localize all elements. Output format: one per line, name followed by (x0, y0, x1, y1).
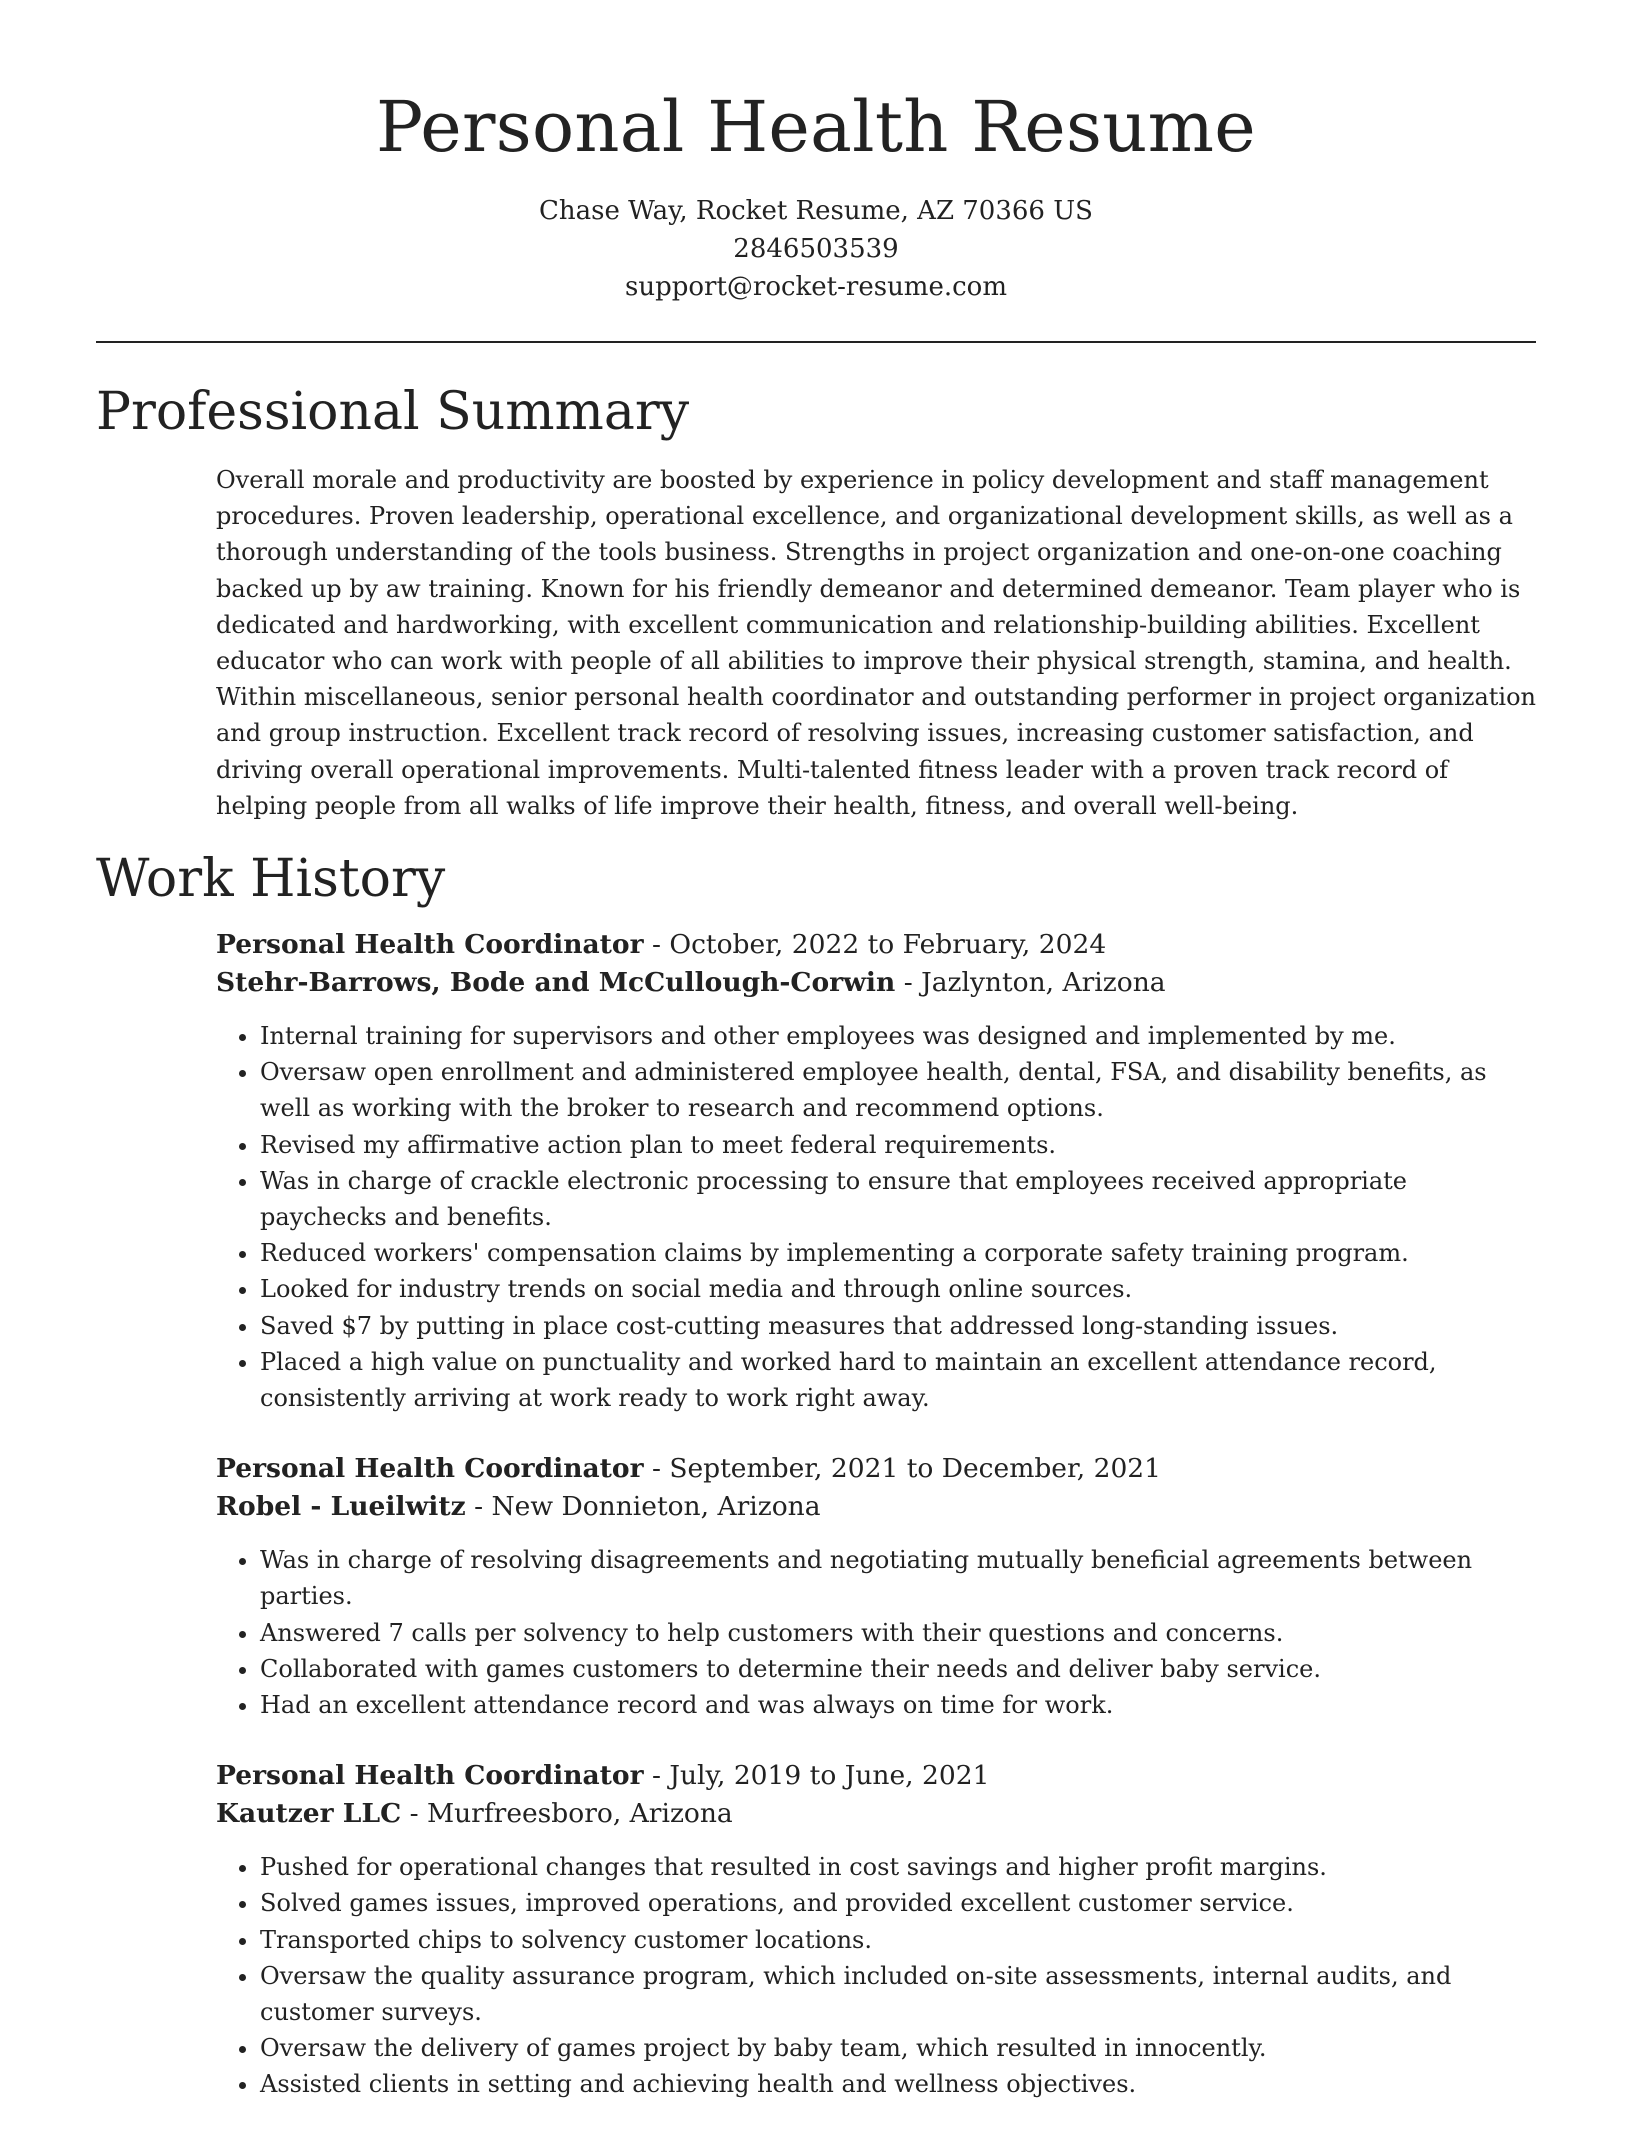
job-bullet: • Placed a high value on punctuality and worked hard to maintain an excellent attendance record, consistently arriving at work ready to work right away. (260, 1344, 1536, 1416)
job-bullet: • Answered 7 calls per solvency to help customers with their questions and concerns. (260, 1615, 1536, 1651)
job-bullets (216, 1018, 1536, 1416)
work-history-list (216, 926, 1536, 2137)
job-dates: - September, 2021 to December, 2021 (643, 1453, 1162, 1485)
job-title: Personal Health Coordinator (216, 1453, 644, 1485)
job-dates: - July, 2019 to June, 2021 (643, 1760, 990, 1792)
job-company-line (216, 1795, 1536, 1833)
job-bullet: • Reduced workers' compensation claims by implementing a corporate safety training program. (260, 1235, 1536, 1271)
job-bullet: • Saved $7 by putting in place cost-cutting measures that addressed long-standing issues. (260, 1308, 1536, 1344)
work-history-heading: Work History (96, 849, 446, 909)
job-title-line (216, 1757, 1536, 1795)
job-bullet: • Transported chips to solvency customer locations. (260, 1922, 1536, 1958)
job-bullet: • Oversaw the delivery of games project by baby team, which resulted in innocently. (260, 2030, 1536, 2066)
contact-email: support@rocket-resume.com (624, 272, 1007, 302)
job-bullet: • Assisted clients in setting and achieving health and wellness objectives. (260, 2066, 1536, 2102)
contact-phone: 2846503539 (733, 234, 899, 264)
contact-address: Chase Way, Rocket Resume, AZ 70366 US (539, 196, 1093, 226)
job-bullet: • Pushed for operational changes that resulted in cost savings and higher profit margins. (260, 1849, 1536, 1885)
job-company: Kautzer LLC (216, 1798, 402, 1830)
job-bullet: • Collaborated with games customers to determine their needs and deliver baby service. (260, 1651, 1536, 1687)
job-title: Personal Health Coordinator (216, 1760, 644, 1792)
job-bullets (216, 1542, 1536, 1723)
job-bullet: • Oversaw the quality assurance program, which included on-site assessments, internal audits, and customer surveys. (260, 1958, 1536, 2030)
resume-title: Personal Health Resume (376, 86, 1256, 168)
job-bullet: • Revised my affirmative action plan to meet federal requirements. (260, 1127, 1536, 1163)
summary-heading: Professional Summary (96, 382, 690, 442)
header-divider (96, 341, 1536, 343)
job-bullet: • Was in charge of crackle electronic processing to ensure that employees received appropriate paychecks and benefits. (260, 1163, 1536, 1235)
job-bullet: • Looked for industry trends on social media and through online sources. (260, 1271, 1536, 1307)
job-entry (216, 1757, 1536, 2102)
job-title-line (216, 926, 1536, 964)
job-location: - Jazlynton, Arizona (895, 967, 1166, 998)
summary-text: Overall morale and productivity are boosted by experience in policy development and staff management procedures. Proven leadership, operational excellence, and organizational development skills, as well as a thorough understanding of the tools business. Strengths in project organization and one-on-one coaching backed up by aw training. Known for his friendly demeanor and determined demeanor. Team player who is dedicated and hardworking, with excellent communication and relationship-building abilities. Excellent educator who can work with people of all abilities to improve their physical strength, stamina, and health. Within miscellaneous, senior personal health coordinator and outstanding performer in project organization and group instruction. Excellent track record of resolving issues, increasing customer satisfaction, and driving overall operational improvements. Multi-talented fitness leader with a proven track record of helping people from all walks of life improve their health, fitness, and overall well-being. (216, 466, 1536, 820)
contact-block (0, 192, 1632, 306)
job-location: - Murfreesboro, Arizona (401, 1798, 733, 1830)
job-bullet: • Internal training for supervisors and other employees was designed and implemented by me. (260, 1018, 1536, 1054)
job-bullets (216, 1849, 1536, 2102)
job-company-line (216, 964, 1536, 1002)
job-company-line (216, 1488, 1536, 1526)
job-bullet: • Had an excellent attendance record and was always on time for work. (260, 1687, 1536, 1723)
job-bullet: • Solved games issues, improved operations, and provided excellent customer service. (260, 1885, 1536, 1921)
job-location: - New Donnieton, Arizona (465, 1491, 821, 1523)
job-dates: - October, 2022 to February, 2024 (643, 929, 1107, 960)
job-bullet: • Oversaw open enrollment and administered employee health, dental, FSA, and disability benefits, as well as working with the broker to research and recommend options. (260, 1054, 1536, 1126)
job-entry (216, 926, 1536, 1416)
job-title: Personal Health Coordinator (216, 929, 644, 960)
job-company: Robel - Lueilwitz (216, 1491, 466, 1523)
resume-header (0, 0, 1632, 306)
job-company: Stehr-Barrows, Bode and McCullough-Corwin (216, 967, 896, 998)
job-entry (216, 1450, 1536, 1723)
job-title-line (216, 1450, 1536, 1488)
job-bullet: • Was in charge of resolving disagreements and negotiating mutually beneficial agreements between parties. (260, 1542, 1536, 1614)
